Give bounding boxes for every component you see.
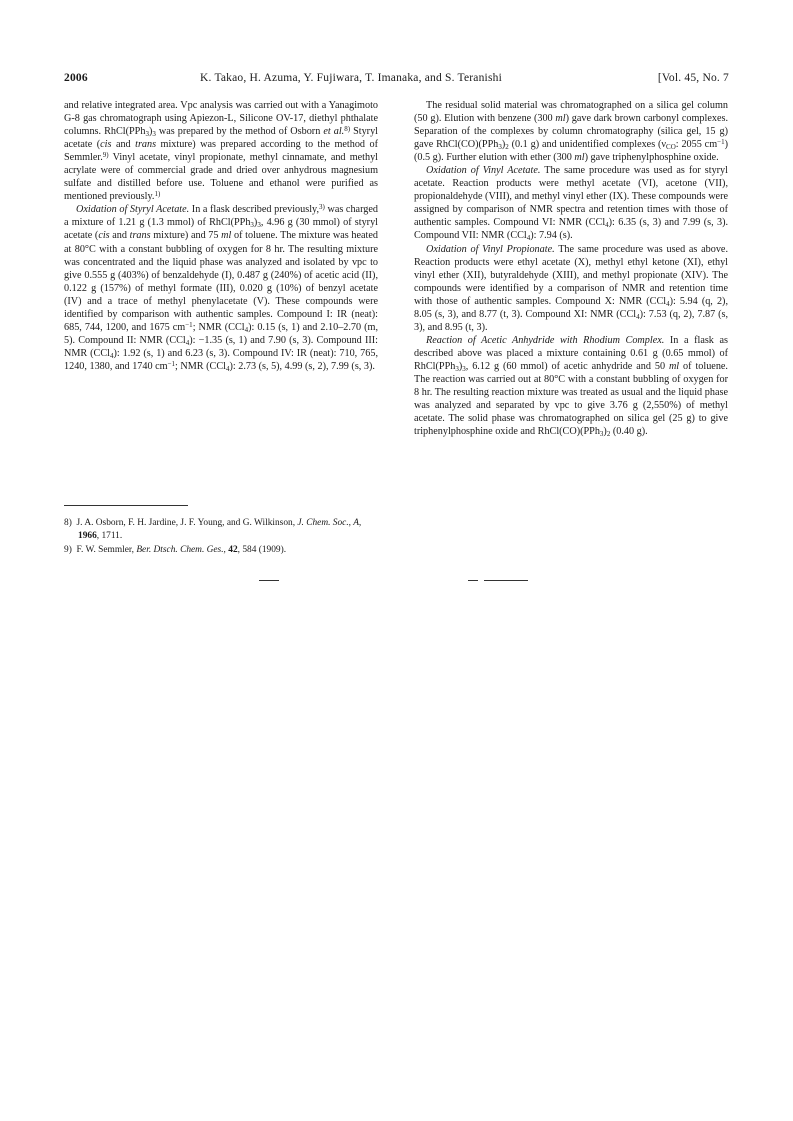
section-heading: Oxidation of Vinyl Propionate. <box>426 243 555 255</box>
volume-issue: [Vol. 45, No. 7 <box>657 72 729 84</box>
page-number: 2006 <box>64 72 88 84</box>
section-heading: Reaction of Acetic Anhydride with Rhodium Complex. <box>426 334 665 346</box>
left-column <box>64 99 378 373</box>
footnote-9: 9) F. W. Semmler, Ber. Dtsch. Chem. Ges., 42, 584 (1909). <box>64 545 287 555</box>
footnotes <box>64 517 378 559</box>
footnote-divider <box>64 505 188 506</box>
running-head <box>64 72 729 88</box>
vinyl-acetate-paragraph: Oxidation of Vinyl Acetate. The same procedure was used as for styryl acetate. Reaction products were methyl acetate (VI), acetone (VII), propionaldehyde (VIII), and methyl vinyl ether (IX). These compounds were assigned by comparison of NMR spectra and retention times with those of authentic samples. Compound VI: NMR (CCl$_4$): 6.35 (s, 3) and 7.99 (s, 3). Compound VII: NMR (CCl$_4$): 7.94 (s). <box>414 165 729 243</box>
end-divider-right-short <box>468 580 478 581</box>
acetic-anhydride-paragraph: Reaction of Acetic Anhydride with Rhodium Complex. In a flask as described above was placed a mixture containing 0.61 g (0.65 mmol) of $RhCl(PPh_3)_3$, 6.12 g (60 mmol) of acetic anhydride and 50 ml of toluene. The reaction was carried out at 80°C with a constant bubbling of oxygen for 8 hr. The resulting reaction mixture was treated as usual and the liquid phase was analyzed and separated by vpc to give 3.76 g (2,550%) of methyl acetate. The solid phase was chromatographed on silica gel (25 g) to give triphenylphosphine oxide and $RhCl(CO)(PPh_3)_2$ (0.40 g). <box>414 334 728 439</box>
section-heading: Oxidation of Vinyl Acetate. <box>426 165 541 177</box>
methods-paragraph: and relative integrated area. Vpc analysis was carried out with a Yanagimoto G-8 gas chromatograph using Apiezon-L, Silicone OV-17, diethyl phthalate columns. $RhCl(PPh_3)_3$ was prepared by the method of Osborn et al.$^{8)}$ Styryl acetate (cis and trans mixture) was prepared according to the method of Semmler.$^{9)}$ Vinyl acetate, vinyl propionate, methyl cinnamate, and methyl acrylate were of commercial grade and dried over anhydrous magnesium sulfate and distilled before use. Toluene and ethanol were purified as mentioned previously.$^{1)}$ <box>64 100 378 203</box>
vinyl-propionate-paragraph: Oxidation of Vinyl Propionate. The same procedure was used as above. Reaction products were ethyl acetate (X), methyl ethyl ketone (XI), ethyl vinyl ether (XII), butyraldehyde (XIII), and methyl propionate (XIV). The compounds were identified by a comparison of NMR and retention time with those of authentic samples. Compound X: NMR (CCl$_4$): 5.94 (q, 2), 8.05 (s, 3), and 8.77 (t, 3). Compound XI: NMR (CCl$_4$): 7.53 (q, 2), 7.87 (s, 3), and 8.95 (t, 3). <box>414 243 729 333</box>
running-head-authors: K. Takao, H. Azuma, Y. Fujiwara, T. Imanaka, and S. Teranishi <box>200 72 502 84</box>
residual-solid-paragraph: The residual solid material was chromatographed on a silica gel column (50 g). Elution with benzene (300 ml) gave dark brown carbonyl complexes. Separation of the complexes by column chromatography (silica gel, 15 g) gave $RhCl(CO)(PPh_3)_2$ (0.1 g) and unidentified complexes ($\nu_{CO}$: 2055 $cm^{-1}$) (0.5 g). Further elution with ether (300 ml) gave triphenylphosphine oxide. <box>414 100 728 164</box>
end-divider-right-long <box>484 580 528 581</box>
section-heading: Oxidation of Styryl Acetate. <box>76 204 190 216</box>
right-column <box>414 99 728 438</box>
styryl-acetate-paragraph: Oxidation of Styryl Acetate. In a flask described previously,$^{3)}$ was charged a mixture of 1.21 g (1.3 mmol) of $RhCl(PPh_3)_3$, 4.96 g (30 mmol) of styryl acetate (cis and trans mixture) and 75 ml of toluene. The mixture was heated at 80°C with a constant bubbling of oxygen for 8 hr. The resulting mixture was concentrated and the liquid phase was analyzed and isolated by vpc to give 0.555 g (403%) of benzaldehyde (I), 0.487 g (240%) of acetic acid (II), 0.122 g (157%) of methyl formate (III), 0.020 g (10%) of benzyl acetate (IV) and a trace of methyl phenylacetate (V). These compounds were identified by comparison with authentic samples. Compound I: IR (neat): 685, 744, 1200, and 1675 $cm^{-1}$; NMR (CCl$_4$): 0.15 (s, 1) and 2.10–2.70 (m, 5). Compound II: NMR (CCl$_4$): −1.35 (s, 1) and 7.90 (s, 3). Compound III: NMR (CCl$_4$): 1.92 (s, 1) and 6.23 (s, 3). Compound IV: IR (neat): 710, 765, 1240, 1380, and 1740 $cm^{-1}$; NMR (CCl$_4$): 2.73 (s, 5), 4.99 (s, 2), 7.99 (s, 3). <box>64 203 379 373</box>
end-divider-left <box>259 580 279 581</box>
footnote-8: 8) J. A. Osborn, F. H. Jardine, J. F. Young, and G. Wilkinson, J. Chem. Soc., A, 1966, 1711. <box>64 518 362 541</box>
